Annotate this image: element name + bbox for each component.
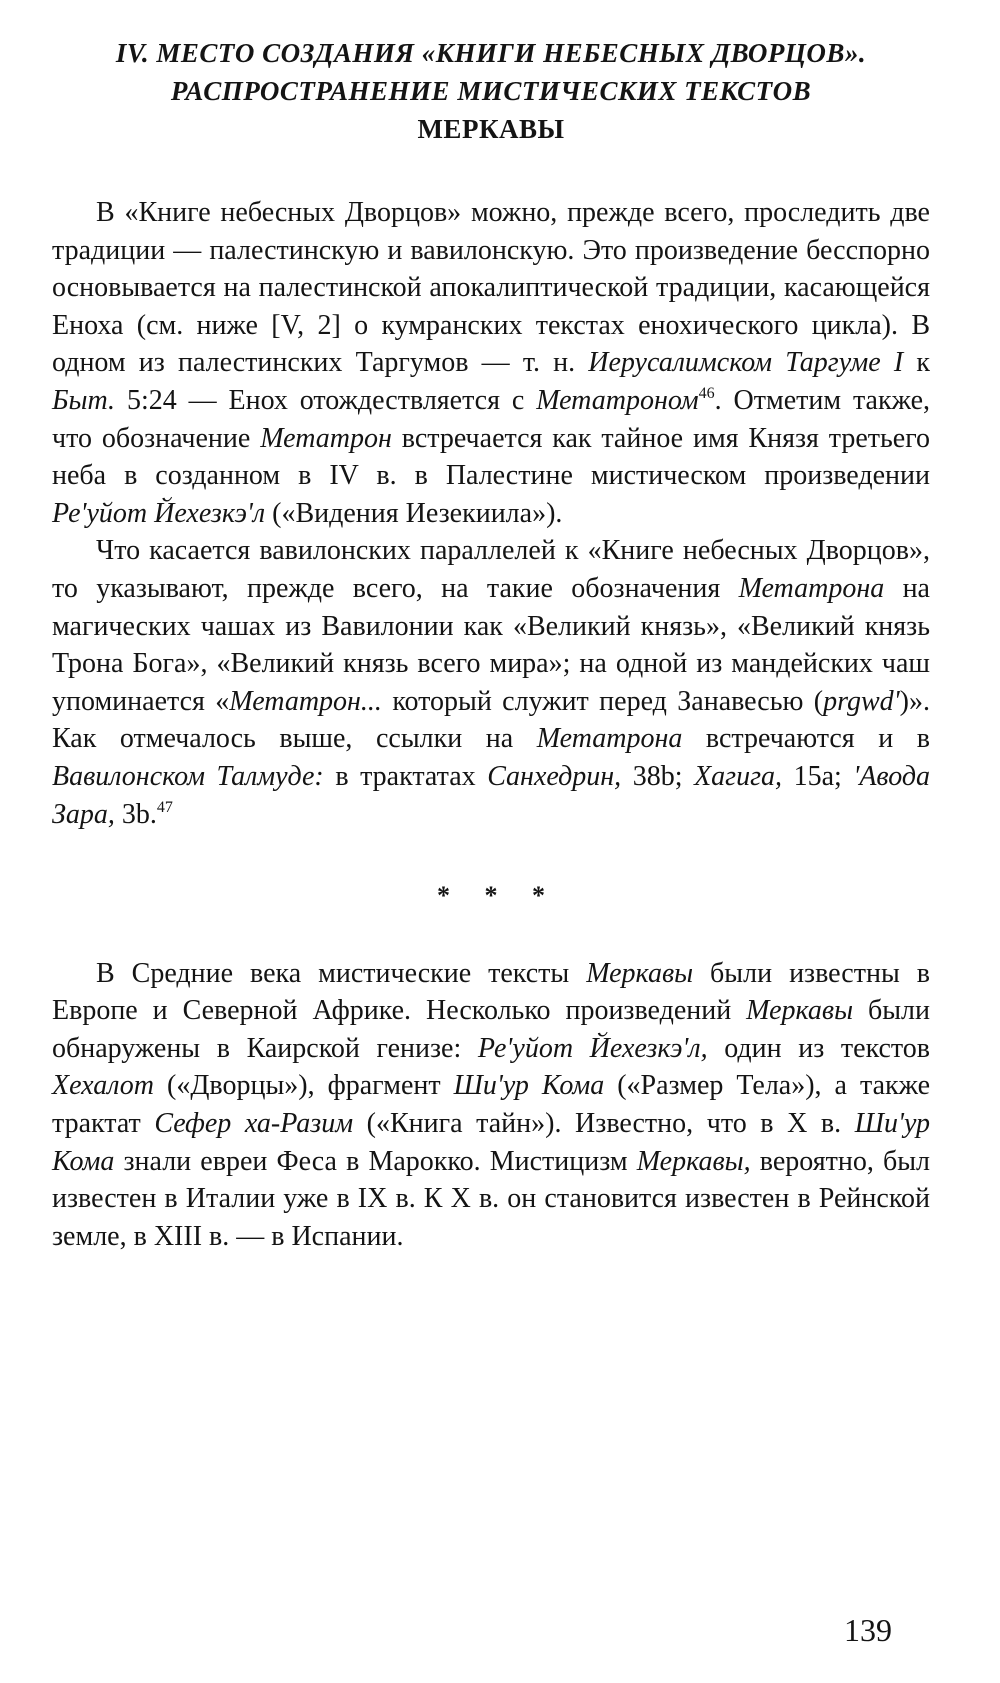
section-divider: * * *: [437, 881, 559, 911]
paragraph-1: [52, 194, 930, 532]
text-run: знали евреи Феса в Марокко. Мистицизм: [114, 1145, 637, 1177]
text-run: 38b;: [621, 760, 695, 792]
text-run: в трактатах: [323, 760, 488, 792]
text-run: 15a;: [782, 760, 854, 792]
italic-run: Меркавы: [586, 957, 694, 989]
italic-run: Метатрон: [260, 422, 392, 454]
text-run: который служит перед Занавесью (: [381, 685, 824, 717]
text-run: были обнаружены в Каирской генизе:: [52, 995, 931, 1064]
italic-run: Хехалот: [52, 1070, 154, 1102]
text-run: были известны в Европе и Северной Африке. Несколько произведений: [52, 957, 930, 1027]
text-run: . Отметим также, что обозначение: [52, 384, 930, 454]
italic-run: prgwd': [823, 685, 900, 717]
text-run: к: [903, 347, 930, 379]
text-run: на магических чашах из Вавилонии как «Великий князь», «Великий князь Трона Бога», «Великий князь всего мира»; на одной из мандейских чаш упоминается «: [52, 572, 930, 717]
text-run: В «Книге небесных Дворцов» можно, прежде всего, проследить две традиции — палестинскую и вавилонскую. Это произведение бесспорно основывается на палестинской апокалиптической традиции, касающейся Еноха (см. ниже [V, 2] о кумранских текстах енохического цикла). В одном из палестинских Таргумов — т. н.: [52, 197, 930, 379]
italic-run: Быт.: [52, 384, 116, 416]
heading-line-1: IV. МЕСТО СОЗДАНИЯ «КНИГИ НЕБЕСНЫХ ДВОРЦОВ».: [115, 38, 867, 68]
paragraph-2: [52, 532, 930, 833]
text-run: 5:24 — Енох отождествляется с: [115, 384, 537, 416]
italic-run: Ре'уйот Йехезкэ'л,: [477, 1032, 708, 1064]
text-run: («Дворцы»), фрагмент: [154, 1070, 454, 1102]
italic-run: Меркавы,: [636, 1145, 751, 1177]
italic-run: Ши'ур Кома: [52, 1108, 930, 1177]
italic-run: Вавилонском Талмуде:: [52, 760, 324, 792]
text-run: Что касается вавилонских параллелей к «Книге небесных Дворцов», то указывают, прежде всего, на такие обозначения: [52, 535, 930, 604]
text-run: вероятно, был известен в Италии уже в IX в. К X в. он становится известен в Рейнской земле, в XIII в. — в Испании.: [52, 1145, 930, 1252]
body-text: [52, 194, 930, 1255]
text-run: встречается как тайное имя Князя третьего неба в созданном в IV в. в Палестине мистическом произведении: [52, 422, 931, 492]
text-run: В Средние века мистические тексты: [96, 957, 587, 989]
text-run: 3b.: [114, 798, 157, 830]
text-run: один из текстов: [707, 1032, 930, 1064]
text-run: )». Как отмечалось выше, ссылки на: [52, 685, 930, 755]
text-run: встречаются и в: [682, 723, 930, 755]
italic-run: Иерусалимском Таргуме I: [588, 347, 904, 379]
italic-run: Ши'ур Кома: [453, 1070, 605, 1102]
footnote-ref-47: 47: [156, 798, 173, 816]
heading-line-2: РАСПРОСТРАНЕНИЕ МИСТИЧЕСКИХ ТЕКСТОВ: [170, 76, 812, 106]
heading-line-3: МЕРКАВЫ: [417, 114, 565, 144]
paragraph-3: [52, 955, 930, 1256]
book-page: [52, 30, 930, 1650]
italic-run: Санхедрин,: [487, 760, 622, 792]
italic-run: Метатроном: [536, 384, 699, 416]
chapter-heading: [52, 30, 930, 148]
text-run: («Видения Иезекиила»).: [265, 497, 563, 529]
italic-run: Метатрон...: [229, 685, 382, 717]
text-run: («Книга тайн»). Известно, что в X в.: [353, 1108, 855, 1140]
text-run: («Размер Тела»), а также трактат: [52, 1070, 930, 1140]
italic-run: Хагига,: [694, 760, 783, 792]
footnote-ref-46: 46: [698, 384, 715, 402]
italic-run: Сефер ха-Разим: [154, 1108, 354, 1140]
italic-run: 'Авода Зара,: [52, 760, 931, 830]
italic-run: Меркавы: [746, 995, 854, 1027]
italic-run: Ре'уйот Йехезкэ'л: [52, 497, 266, 529]
italic-run: Метатрона: [536, 723, 683, 755]
page-number: 139: [844, 1612, 892, 1648]
italic-run: Метатрона: [738, 572, 885, 604]
